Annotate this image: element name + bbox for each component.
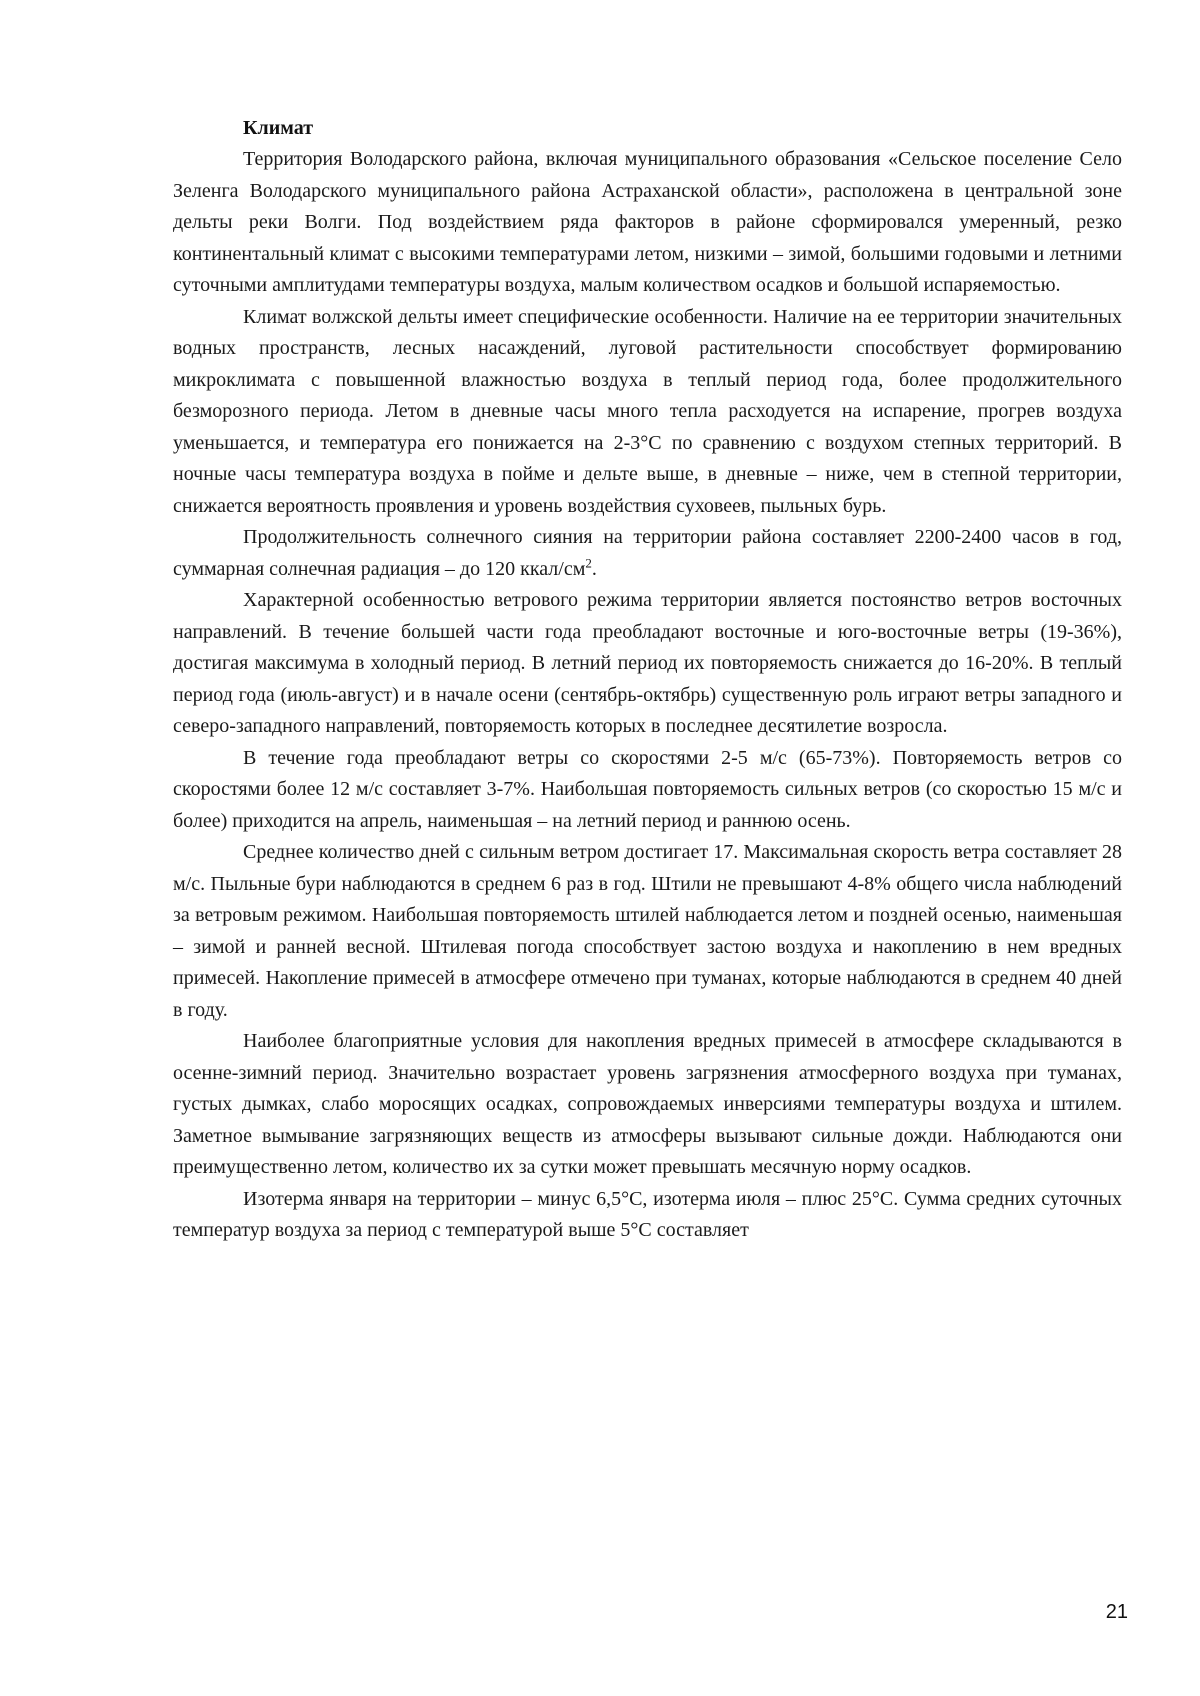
paragraph-wind-speeds: В течение года преобладают ветры со скоростями 2-5 м/с (65-73%). Повторяемость ветров со скоростями более 12 м/с составляет 3-7%. Наибольшая повторяемость сильных ветров (со скоростью 15 м/с и более) приходится на апрель, наименьшая – на летний период и раннюю осень. xyxy=(173,746,1122,832)
solar-superscript: 2 xyxy=(585,554,592,570)
paragraph-delta-climate: Климат волжской дельты имеет специфические особенности. Наличие на ее территории значительных водных пространств, лесных насаждений, луговой растительности способствует формированию микроклимата с повышенной влажностью воздуха в теплый период года, более продолжительного безморозного периода. Летом в дневные часы много тепла расходуется на испарение, прогрев воздуха уменьшается, и температура его понижается на 2-3°С по сравнению с воздухом степных территорий. В ночные часы температура воздуха в пойме и дельте выше, в дневные – ниже, чем в степной территории, снижается вероятность проявления и уровень воздействия суховеев, пыльных бурь. xyxy=(173,305,1122,517)
page-number: 21 xyxy=(1105,1601,1128,1623)
section-heading: Климат xyxy=(243,117,314,139)
paragraph-isotherms: Изотерма января на территории – минус 6,5°С, изотерма июля – плюс 25°С. Сумма средних суточных температур воздуха за период с температурой выше 5°С составляет xyxy=(173,1187,1122,1241)
paragraph-wind-regime: Характерной особенностью ветрового режима территории является постоянство ветров восточных направлений. В течение большей части года преобладают восточные и юго-восточные ветры (19-36%), достигая максимума в холодный период. В летний период их повторяемость снижается до 16-20%. В теплый период года (июль-август) и в начале осени (сентябрь-октябрь) существенную роль играют ветры западного и северо-западного направлений, повторяемость которых в последнее десятилетие возросла. xyxy=(173,589,1122,737)
paragraph-solar xyxy=(173,522,1122,585)
solar-text: Продолжительность солнечного сияния на территории района составляет 2200-2400 часов в год, суммарная солнечная радиация – до 120 ккал/см xyxy=(173,526,1122,580)
document-body xyxy=(173,112,1122,1247)
paragraph-strong-wind: Среднее количество дней с сильным ветром достигает 17. Максимальная скорость ветра составляет 28 м/с. Пыльные бури наблюдаются в среднем 6 раз в год. Штили не превышают 4-8% общего числа наблюдений за ветровым режимом. Наибольшая повторяемость штилей наблюдается летом и поздней осенью, наименьшая – зимой и ранней весной. Штилевая погода способствует застою воздуха и накоплению в нем вредных примесей. Накопление примесей в атмосфере отмечено при туманах, которые наблюдаются в среднем 40 дней в году. xyxy=(173,841,1122,1021)
solar-ending: . xyxy=(591,557,597,580)
paragraph-pollution: Наиболее благоприятные условия для накопления вредных примесей в атмосфере складываются в осенне-зимний период. Значительно возрастает уровень загрязнения атмосферного воздуха при туманах, густых дымках, слабо моросящих осадках, сопровождаемых инверсиями температуры воздуха и штилем. Заметное вымывание загрязняющих веществ из атмосферы вызывают сильные дожди. Наблюдаются они преимущественно летом, количество их за сутки может превышать месячную норму осадков. xyxy=(173,1030,1122,1178)
paragraph-territory: Территория Володарского района, включая муниципального образования «Сельское поселение Село Зеленга Володарского муниципального района Астраханской области», расположена в центральной зоне дельты реки Волги. Под воздействием ряда факторов в районе сформировался умеренный, резко континентальный климат с высокими температурами летом, низкими – зимой, большими годовыми и летними суточными амплитудами температуры воздуха, малым количеством осадков и большой испаряемостью. xyxy=(173,148,1122,296)
